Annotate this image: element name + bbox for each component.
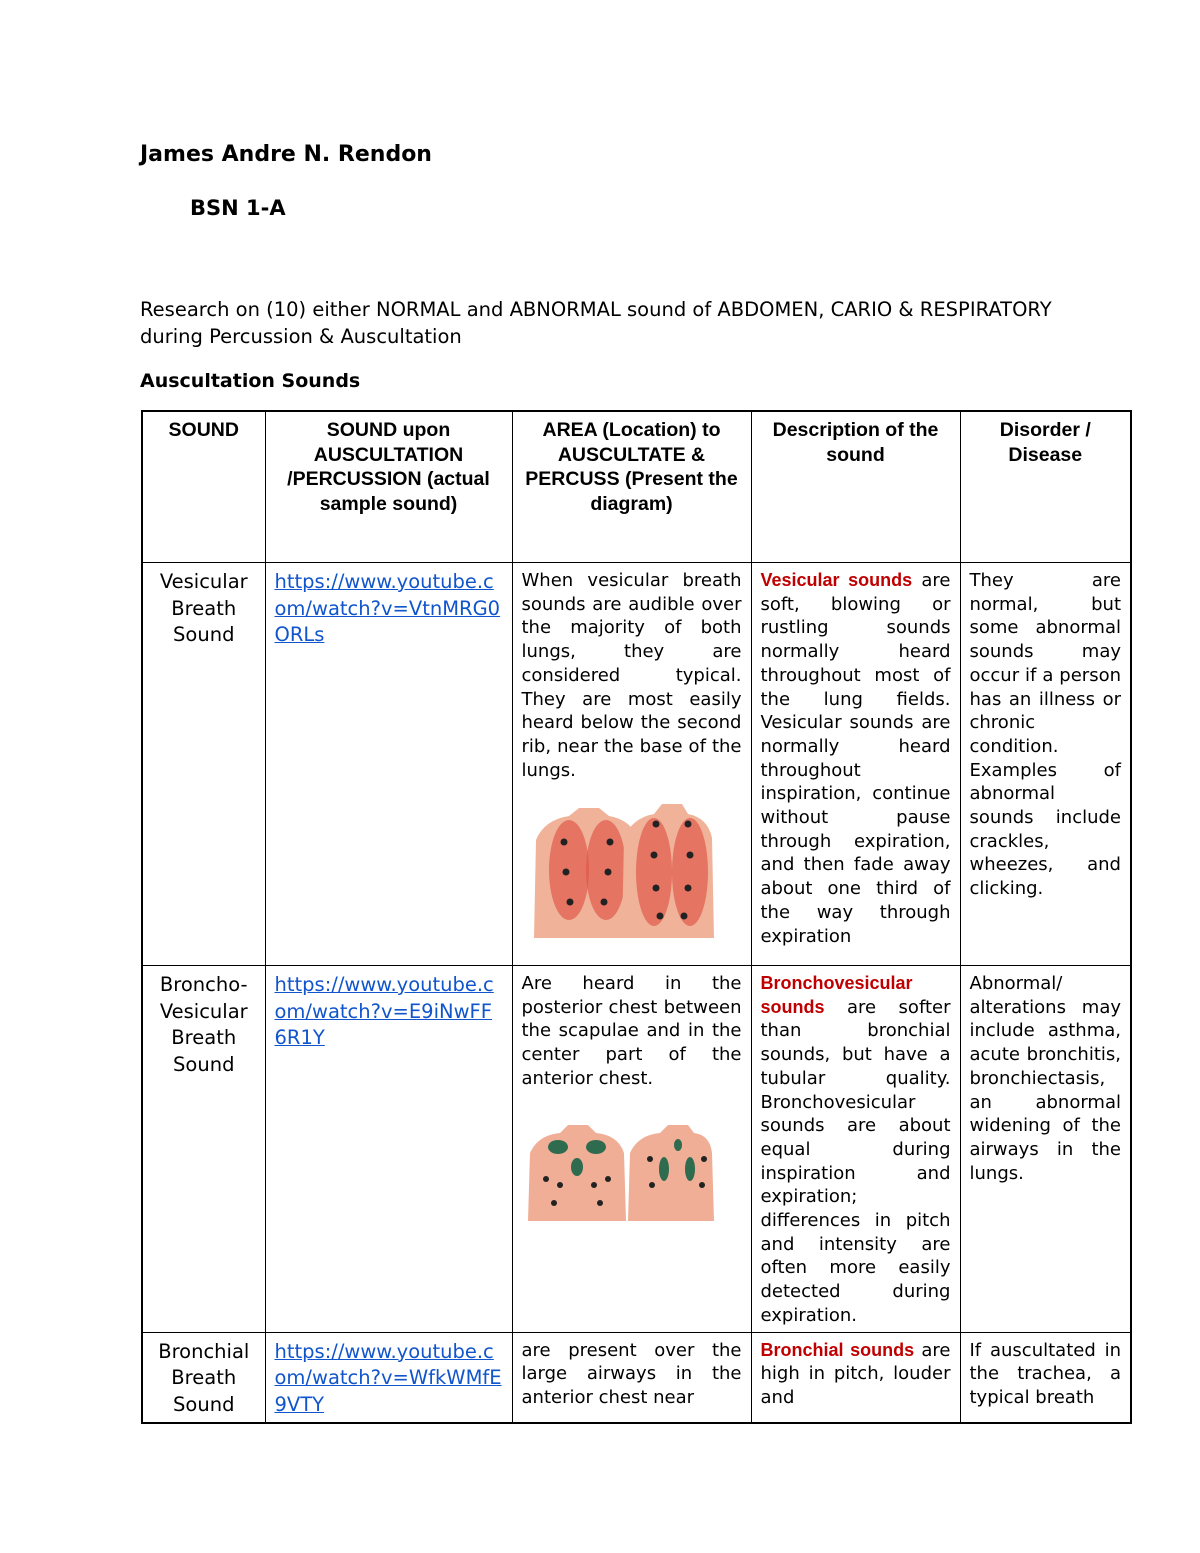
student-name: James Andre N. Rendon — [140, 142, 432, 167]
disorder-text: They are normal, but some abnormal sounds may occur if a person has an illness or chronic condition. Examples of abnormal sounds include crackles, wheezes, and clicking. — [960, 563, 1131, 966]
auscultation-table — [141, 410, 1132, 1424]
description-term: Bronchovesicular sounds — [760, 973, 913, 1017]
bronchovesicular-chest-diagram — [524, 1123, 714, 1223]
description-term: Bronchial sounds — [760, 1339, 915, 1360]
section-title: Auscultation Sounds — [140, 370, 361, 392]
header-description: Description of the sound — [751, 411, 960, 563]
table-row — [142, 966, 1131, 1333]
header-area: AREA (Location) to AUSCULTATE & PERCUSS (Present the diagram) — [512, 411, 751, 563]
table-row — [142, 1332, 1131, 1423]
description-term: Vesicular sounds — [760, 570, 913, 590]
sound-name: Vesicular Breath Sound — [142, 563, 265, 966]
header-sample-sound: SOUND upon AUSCULTATION /PERCUSSION (actual sample sound) — [265, 411, 512, 563]
header-disorder: Disorder / Disease — [960, 411, 1131, 563]
sound-name: Broncho-Vesicular Breath Sound — [142, 966, 265, 1333]
disorder-text: If auscultated in the trachea, a typical breath — [960, 1332, 1131, 1423]
description-text: are soft, blowing or rustling sounds normally heard throughout most of the lung fields. Vesicular sounds are normally heard throughout inspiration, continue without pause through expiration, and then fade away about one third of the way through expiration — [760, 570, 951, 947]
sample-sound-link[interactable]: https://www.youtube.com/watch?v=E9iNwFF6R1Y — [274, 973, 494, 1049]
area-text: Are heard in the posterior chest between the scapulae and in the center part of the anterior chest. — [521, 973, 742, 1089]
table-row — [142, 563, 1131, 966]
area-text: are present over the large airways in the anterior chest near — [512, 1332, 751, 1423]
intro-text: Research on (10) either NORMAL and ABNORMAL sound of ABDOMEN, CARIO & RESPIRATORY during Percussion & Auscultation — [140, 298, 1052, 348]
disorder-text: Abnormal/ alterations may include asthma, acute bronchitis, bronchiectasis, an abnormal widening of the airways in the lungs. — [960, 966, 1131, 1333]
sound-name: Bronchial Breath Sound — [142, 1332, 265, 1423]
header-sound: SOUND — [142, 411, 265, 563]
sample-sound-link[interactable]: https://www.youtube.com/watch?v=WfkWMfE9VTY — [274, 1339, 502, 1416]
area-text: When vesicular breath sounds are audible over the majority of both lungs, they are considered typical. They are most easily heard below the second rib, near the base of the lungs. — [521, 570, 742, 781]
sample-sound-link[interactable]: https://www.youtube.com/watch?v=VtnMRG0ORLs — [274, 570, 501, 646]
description-text: are softer than bronchial sounds, but have a tubular quality. Bronchovesicular sounds are about equal during inspiration and expiration; differences in pitch and intensity are often more easily detected during expiration. — [760, 996, 951, 1326]
vesicular-chest-diagram — [524, 800, 714, 940]
table-header-row — [142, 411, 1131, 563]
description-text: are high in pitch, louder and — [760, 1339, 951, 1408]
student-class: BSN 1-A — [190, 196, 286, 220]
